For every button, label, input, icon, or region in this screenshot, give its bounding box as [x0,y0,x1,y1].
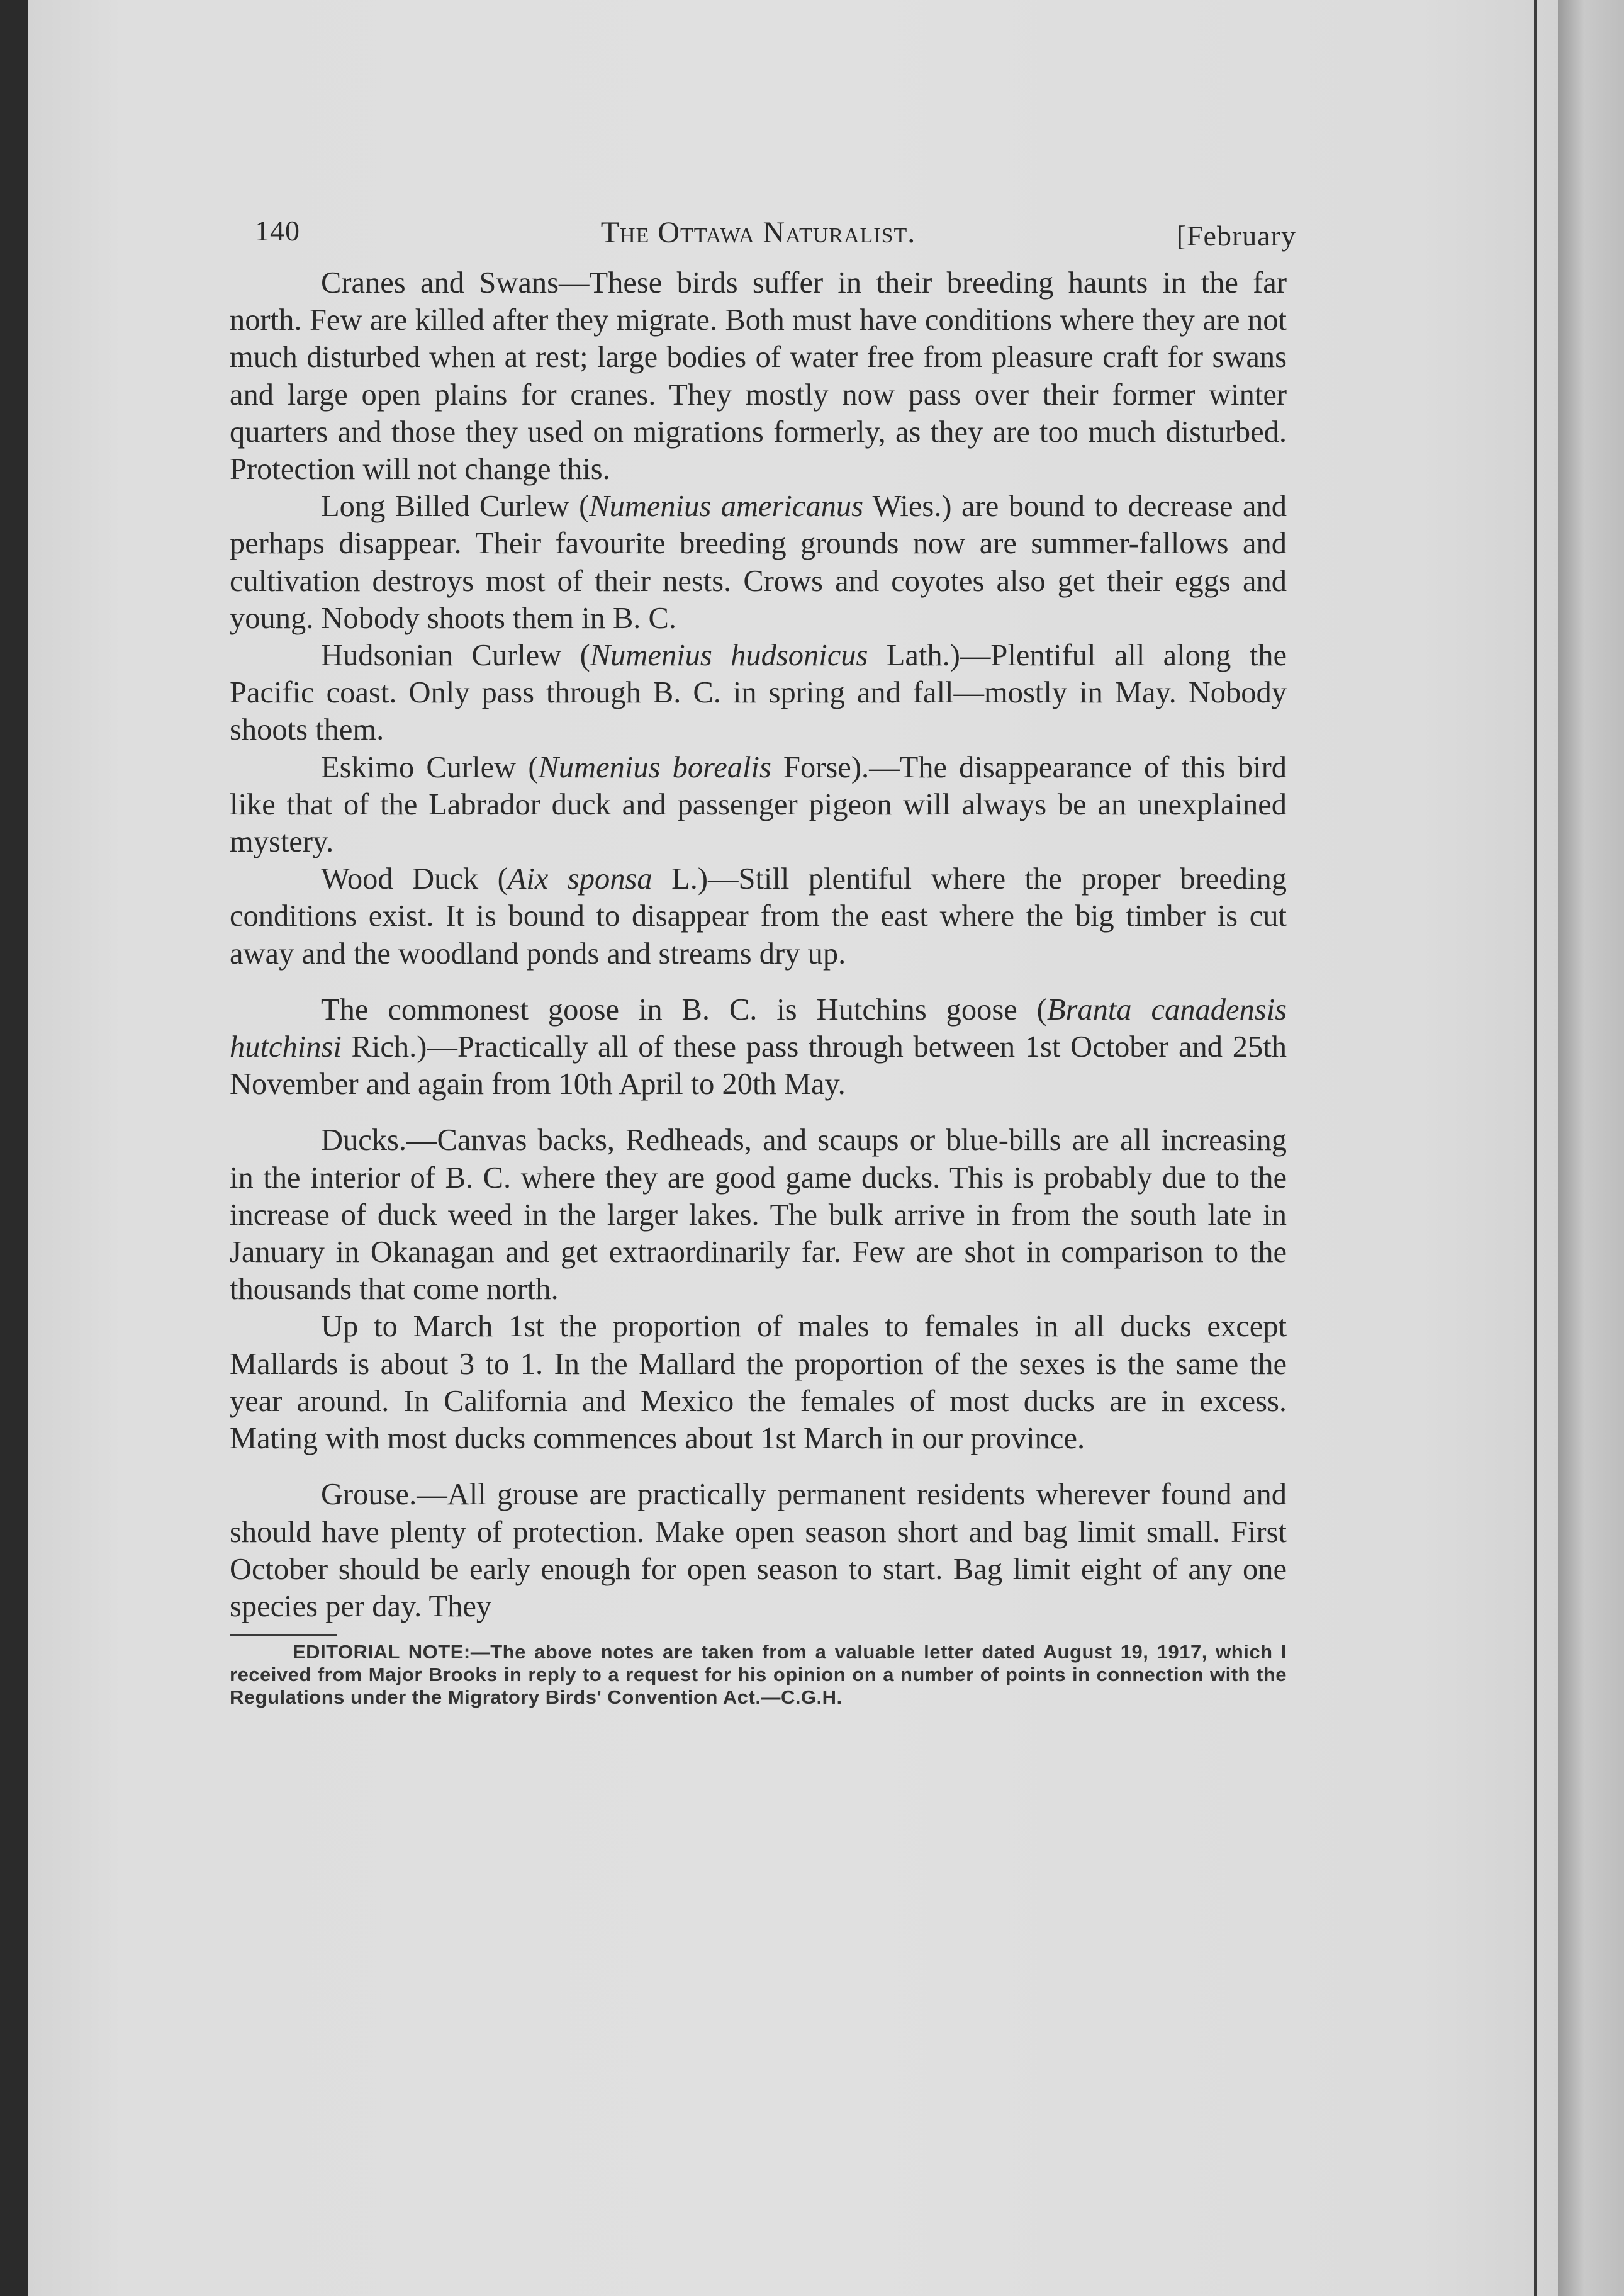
paragraph-hutchins-goose: The commonest goose in B. C. is Hutchins goose (Branta canadensis hutchinsi Rich.)—Practically all of these pass through between 1st October and 25th November and again from 10th April to 20th May. [230,993,1287,1101]
paragraph-cranes-swans: Cranes and Swans—These birds suffer in their breeding haunts in the far north. Few are killed after they migrate. Both must have conditions where they are not much disturbed when at rest; large bodies of water free from pleasure craft for swans and large open plains for cranes. They mostly now pass over their former winter quarters and those they used on migrations formerly, as they are too much disturbed. Protection will not change this. [230,266,1287,487]
latin-name: Numenius borealis [538,750,771,784]
paragraph-hudsonian-curlew: Hudsonian Curlew (Numenius hudsonicus Lath.)—Plentiful all along the Pacific coast. Only pass through B. C. in spring and fall—mostly in May. Nobody shoots them. [230,639,1287,747]
paragraph-wood-duck: Wood Duck (Aix sponsa L.)—Still plentiful where the proper breeding conditions exist. It is bound to disappear from the east where the big timber is cut away and the woodland ponds and streams dry up. [230,862,1287,971]
page-number: 140 [255,215,300,247]
page-content [230,208,1296,1709]
paragraph-sex-ratio: Up to March 1st the proportion of males to females in all ducks except Mallards is about 3 to 1. In the Mallard the proportion of the sexes is the same the year around. In California and Mexico the females of most ducks are in excess. Mating with most ducks commences about 1st March in our province. [230,1310,1287,1456]
issue-month: [February [1176,220,1296,252]
journal-title: The Ottawa Naturalist. [600,216,916,249]
latin-name: Branta canadensis hutchinsi [230,993,1287,1064]
editorial-footnote: EDITORIAL NOTE:—The above notes are taken from a valuable letter dated August 19, 1917, which I received from Major Brooks in reply to a request for his opinion on a number of points in connection with the Regulations under the Migratory Birds' Convention Act.—C.G.H. [230,1641,1287,1709]
paragraph-ducks: Ducks.—Canvas backs, Redheads, and scaups or blue-bills are all increasing in the interior of B. C. where they are good game ducks. This is probably due to the increase of duck weed in the larger lakes. The bulk arrive in from the south late in January in Okanagan and get extraordinarily far. Few are shot in comparison to the thousands that come north. [230,1123,1287,1307]
paragraph-long-billed-curlew: Long Billed Curlew (Numenius americanus Wies.) are bound to decrease and perhaps disappear. Their favourite breeding grounds now are summer-fallows and cultivation destroys most of their nests. Crows and coyotes also get their eggs and young. Nobody shoots them in B. C. [230,490,1287,635]
running-header [230,208,1296,264]
page-edge [1558,0,1624,2296]
paragraph-eskimo-curlew: Eskimo Curlew (Numenius borealis Forse).—The disappearance of this bird like that of the Labrador duck and passenger pigeon will always be an unexplained mystery. [230,750,1287,859]
binding-rule [1534,0,1537,2296]
latin-name: Numenius hudsonicus [590,639,868,673]
latin-name: Numenius americanus [589,490,863,524]
paragraph-grouse: Grouse.—All grouse are practically permanent residents wherever found and should have plenty of protection. Make open season short and bag limit small. First October should be early enough for open season to start. Bag limit eight of any one species per day. They [230,1478,1287,1623]
latin-name: Aix sponsa [507,862,652,896]
footnote-rule [230,1634,337,1636]
article-body [230,264,1287,1709]
